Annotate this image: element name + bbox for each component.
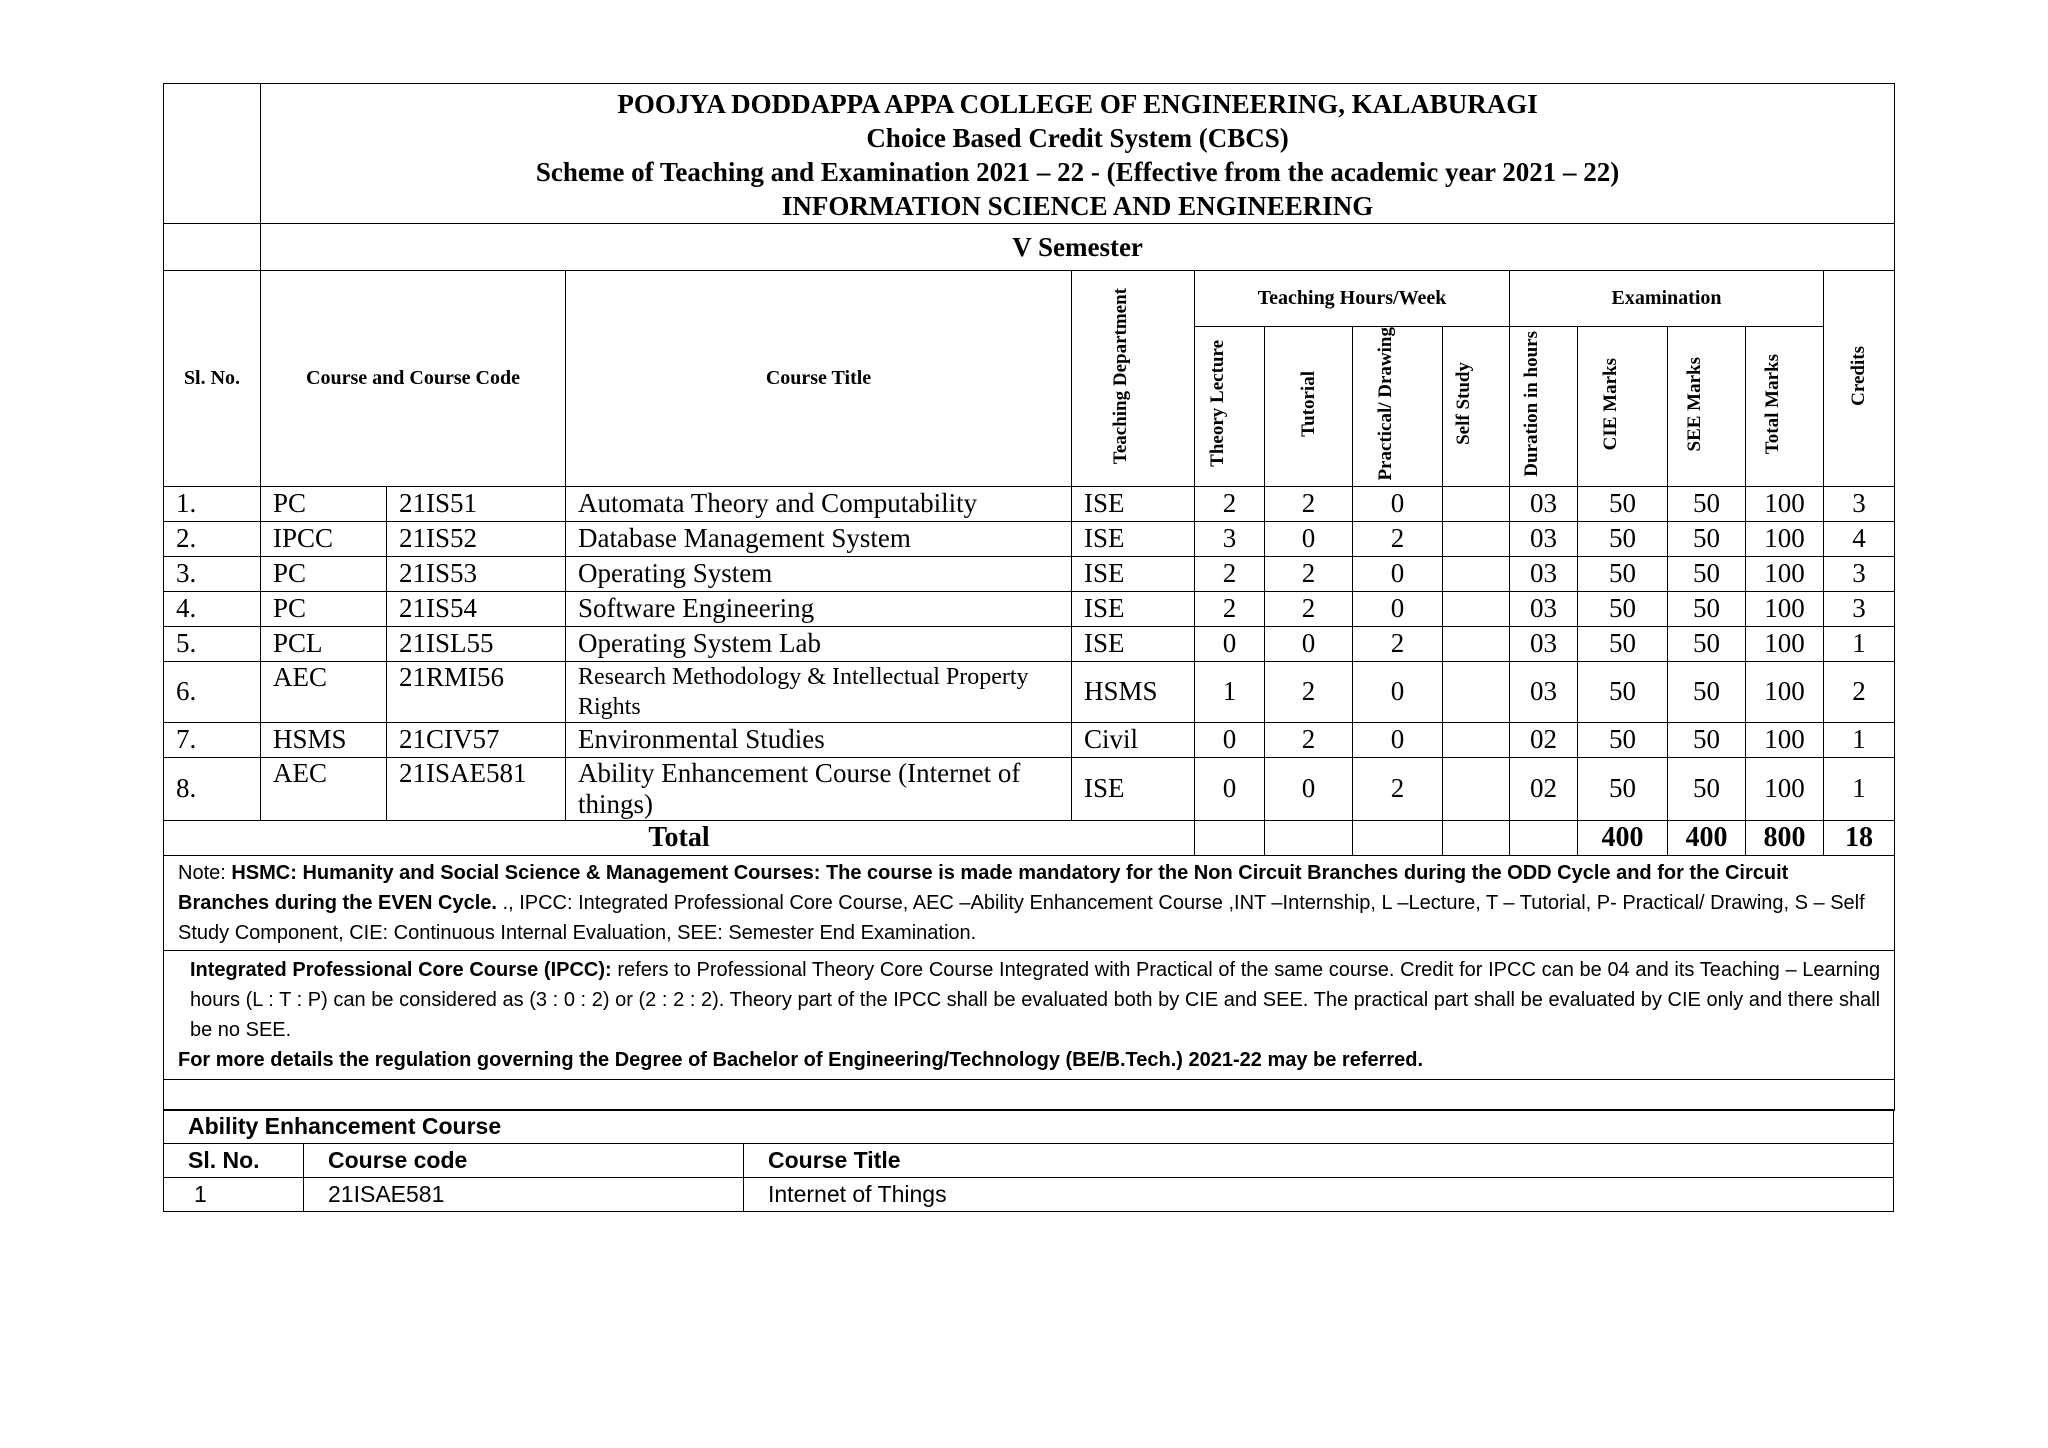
row-cie: 50 xyxy=(1578,556,1668,591)
row-sl: 4. xyxy=(164,591,261,626)
row-cie: 50 xyxy=(1578,626,1668,661)
row-tutorial: 2 xyxy=(1265,591,1353,626)
col-self-study: Self Study xyxy=(1453,362,1474,446)
row-tutorial: 2 xyxy=(1265,556,1353,591)
col-theory: Theory Lecture xyxy=(1206,340,1228,468)
row-tutorial: 2 xyxy=(1265,486,1353,521)
row-title: Software Engineering xyxy=(566,591,1072,626)
row-self-study xyxy=(1443,591,1510,626)
row-duration: 03 xyxy=(1510,626,1578,661)
row-see: 50 xyxy=(1668,521,1746,556)
aec-col-sl: Sl. No. xyxy=(164,1143,304,1177)
total-blank xyxy=(1443,820,1510,855)
row-sl: 8. xyxy=(164,757,261,820)
row-sl: 1. xyxy=(164,486,261,521)
col-tutorial: Tutorial xyxy=(1297,370,1319,437)
row-tutorial: 0 xyxy=(1265,626,1353,661)
spacer-row xyxy=(164,1079,1895,1110)
row-cie: 50 xyxy=(1578,722,1668,757)
row-title: Operating System Lab xyxy=(566,626,1072,661)
row-see: 50 xyxy=(1668,486,1746,521)
total-blank xyxy=(1353,820,1443,855)
row-self-study xyxy=(1443,486,1510,521)
row-see: 50 xyxy=(1668,757,1746,820)
row-dept: ISE xyxy=(1072,626,1195,661)
row-dept: HSMS xyxy=(1072,661,1195,722)
aec-row-title: Internet of Things xyxy=(744,1177,1894,1211)
table-row xyxy=(164,1177,1894,1211)
row-practical: 0 xyxy=(1353,722,1443,757)
col-teaching-dept-cell xyxy=(1072,271,1195,487)
total-credits: 18 xyxy=(1824,820,1895,855)
college-name: POOJYA DODDAPPA APPA COLLEGE OF ENGINEERING, KALABURAGI xyxy=(617,89,1538,119)
row-practical: 0 xyxy=(1353,556,1443,591)
row-code: 21IS51 xyxy=(387,486,566,521)
row-self-study xyxy=(1443,722,1510,757)
row-type: IPCC xyxy=(261,521,387,556)
row-sl: 2. xyxy=(164,521,261,556)
row-credits: 1 xyxy=(1824,757,1895,820)
semester-blank xyxy=(164,224,261,271)
row-code: 21ISL55 xyxy=(387,626,566,661)
row-title: Automata Theory and Computability xyxy=(566,486,1072,521)
row-dept: ISE xyxy=(1072,591,1195,626)
col-see: SEE Marks xyxy=(1683,356,1705,452)
row-practical: 0 xyxy=(1353,486,1443,521)
row-total: 100 xyxy=(1746,521,1824,556)
total-cie: 400 xyxy=(1578,820,1668,855)
row-type: AEC xyxy=(261,757,387,820)
row-lecture: 0 xyxy=(1195,626,1265,661)
table-row xyxy=(164,556,1895,591)
col-duration: Duration in hours xyxy=(1520,330,1542,477)
row-duration: 02 xyxy=(1510,722,1578,757)
row-credits: 2 xyxy=(1824,661,1895,722)
document-header xyxy=(261,84,1895,224)
ipcc-note xyxy=(164,950,1895,1079)
row-code: 21IS52 xyxy=(387,521,566,556)
row-cie: 50 xyxy=(1578,521,1668,556)
row-cie: 50 xyxy=(1578,591,1668,626)
note-hsmc: HSMC: Humanity and Social Science & Management Courses: The course is made mandatory for the Non Circuit Branches during the ODD Cycle and for the Circuit Branches during the EVEN Cycle. xyxy=(178,861,1789,914)
col-practical: Practical/ Drawing xyxy=(1374,327,1396,481)
row-total: 100 xyxy=(1746,591,1824,626)
row-self-study xyxy=(1443,661,1510,722)
total-blank xyxy=(1195,820,1265,855)
col-teaching-hours: Teaching Hours/Week xyxy=(1195,271,1510,327)
row-tutorial: 0 xyxy=(1265,521,1353,556)
row-duration: 02 xyxy=(1510,757,1578,820)
row-see: 50 xyxy=(1668,591,1746,626)
row-dept: ISE xyxy=(1072,486,1195,521)
aec-row-code: 21ISAE581 xyxy=(304,1177,744,1211)
row-lecture: 3 xyxy=(1195,521,1265,556)
row-cie: 50 xyxy=(1578,757,1668,820)
row-sl: 5. xyxy=(164,626,261,661)
row-self-study xyxy=(1443,757,1510,820)
row-see: 50 xyxy=(1668,722,1746,757)
row-duration: 03 xyxy=(1510,591,1578,626)
row-practical: 2 xyxy=(1353,626,1443,661)
row-title: Ability Enhancement Course (Internet of things) xyxy=(566,757,1072,820)
table-row xyxy=(164,521,1895,556)
row-cie: 50 xyxy=(1578,661,1668,722)
row-see: 50 xyxy=(1668,661,1746,722)
col-cie-cell xyxy=(1578,327,1668,487)
note-abbreviations: ., IPCC: Integrated Professional Core Course, AEC –Ability Enhancement Course ,INT –Internship, L –Lecture, T – Tutorial, P- Practical/ Drawing, S – Self Study Component, CIE: Continuous Internal Evaluation, SEE: Semester End Examination. xyxy=(178,891,1865,944)
row-type: HSMS xyxy=(261,722,387,757)
row-duration: 03 xyxy=(1510,556,1578,591)
row-tutorial: 0 xyxy=(1265,757,1353,820)
row-dept: ISE xyxy=(1072,757,1195,820)
table-row xyxy=(164,661,1895,722)
total-label: Total xyxy=(164,820,1195,855)
row-sl: 7. xyxy=(164,722,261,757)
col-total: Total Marks xyxy=(1761,353,1783,454)
row-see: 50 xyxy=(1668,556,1746,591)
aec-col-code: Course code xyxy=(304,1143,744,1177)
row-code: 21ISAE581 xyxy=(387,757,566,820)
col-duration-cell xyxy=(1510,327,1578,487)
ipcc-title: Integrated Professional Core Course (IPCC): xyxy=(190,958,612,981)
col-course-title: Course Title xyxy=(566,271,1072,487)
col-sl-no: Sl. No. xyxy=(164,271,261,487)
abbreviation-note xyxy=(164,855,1895,950)
row-duration: 03 xyxy=(1510,661,1578,722)
total-see: 400 xyxy=(1668,820,1746,855)
row-credits: 1 xyxy=(1824,626,1895,661)
aec-col-title: Course Title xyxy=(744,1143,1894,1177)
col-credits: Credits xyxy=(1848,345,1870,406)
row-cie: 50 xyxy=(1578,486,1668,521)
row-total: 100 xyxy=(1746,626,1824,661)
row-code: 21CIV57 xyxy=(387,722,566,757)
table-row xyxy=(164,722,1895,757)
scheme-title: Scheme of Teaching and Examination 2021 – 22 - (Effective from the academic year 2021 – 22) xyxy=(535,157,1620,187)
row-total: 100 xyxy=(1746,757,1824,820)
row-sl: 6. xyxy=(164,661,261,722)
aec-row-sl: 1 xyxy=(164,1177,304,1211)
row-self-study xyxy=(1443,521,1510,556)
row-title: Research Methodology & Intellectual Property Rights xyxy=(566,661,1072,722)
row-title: Operating System xyxy=(566,556,1072,591)
row-practical: 2 xyxy=(1353,757,1443,820)
row-total: 100 xyxy=(1746,556,1824,591)
row-title: Environmental Studies xyxy=(566,722,1072,757)
row-credits: 3 xyxy=(1824,556,1895,591)
row-sl: 3. xyxy=(164,556,261,591)
row-practical: 2 xyxy=(1353,521,1443,556)
row-lecture: 2 xyxy=(1195,486,1265,521)
row-total: 100 xyxy=(1746,722,1824,757)
col-credits-cell xyxy=(1824,271,1895,487)
ipcc-text: refers to Professional Theory Core Course Integrated with Practical of the same course. Credit for IPCC can be 04 and its Teaching – Learning hours (L : T : P) can be considered as (3 : 0 : 2) or (2 : 2 : 2). Theory part of the IPCC shall be evaluated both by CIE and SEE. The practical part shall be evaluated by CIE only and there shall be no SEE. xyxy=(190,958,1881,1041)
row-credits: 1 xyxy=(1824,722,1895,757)
row-dept: ISE xyxy=(1072,556,1195,591)
table-row xyxy=(164,591,1895,626)
col-theory-cell xyxy=(1195,327,1265,487)
col-self-study-cell xyxy=(1443,327,1510,487)
system-name: Choice Based Credit System (CBCS) xyxy=(866,123,1289,153)
row-dept: Civil xyxy=(1072,722,1195,757)
row-type: AEC xyxy=(261,661,387,722)
row-total: 100 xyxy=(1746,486,1824,521)
row-credits: 3 xyxy=(1824,591,1895,626)
aec-heading: Ability Enhancement Course xyxy=(164,1109,1894,1143)
row-lecture: 0 xyxy=(1195,722,1265,757)
table-row xyxy=(164,626,1895,661)
row-type: PC xyxy=(261,486,387,521)
total-row xyxy=(164,820,1895,855)
row-type: PC xyxy=(261,556,387,591)
row-duration: 03 xyxy=(1510,521,1578,556)
row-practical: 0 xyxy=(1353,661,1443,722)
row-lecture: 1 xyxy=(1195,661,1265,722)
row-code: 21IS54 xyxy=(387,591,566,626)
row-self-study xyxy=(1443,556,1510,591)
semester-label: V Semester xyxy=(261,224,1895,271)
header-blank xyxy=(164,84,261,224)
row-code: 21IS53 xyxy=(387,556,566,591)
row-tutorial: 2 xyxy=(1265,661,1353,722)
row-type: PCL xyxy=(261,626,387,661)
row-tutorial: 2 xyxy=(1265,722,1353,757)
table-row xyxy=(164,486,1895,521)
col-total-cell xyxy=(1746,327,1824,487)
row-lecture: 2 xyxy=(1195,556,1265,591)
row-code: 21RMI56 xyxy=(387,661,566,722)
total-blank xyxy=(1510,820,1578,855)
table-row xyxy=(164,757,1895,820)
col-see-cell xyxy=(1668,327,1746,487)
col-teaching-dept: Teaching Department xyxy=(1110,287,1131,464)
row-title: Database Management System xyxy=(566,521,1072,556)
note-prefix: Note: xyxy=(178,861,232,884)
row-duration: 03 xyxy=(1510,486,1578,521)
total-blank xyxy=(1265,820,1353,855)
row-credits: 4 xyxy=(1824,521,1895,556)
row-dept: ISE xyxy=(1072,521,1195,556)
aec-table xyxy=(163,1109,1894,1212)
col-tutorial-cell xyxy=(1265,327,1353,487)
row-see: 50 xyxy=(1668,626,1746,661)
row-credits: 3 xyxy=(1824,486,1895,521)
department-name: INFORMATION SCIENCE AND ENGINEERING xyxy=(781,191,1374,221)
col-cie: CIE Marks xyxy=(1599,357,1621,450)
row-practical: 0 xyxy=(1353,591,1443,626)
col-course-code: Course and Course Code xyxy=(261,271,566,487)
col-practical-cell xyxy=(1353,327,1443,487)
row-total: 100 xyxy=(1746,661,1824,722)
row-lecture: 0 xyxy=(1195,757,1265,820)
scheme-document xyxy=(163,83,1894,1212)
col-examination: Examination xyxy=(1510,271,1824,327)
total-marks: 800 xyxy=(1746,820,1824,855)
row-type: PC xyxy=(261,591,387,626)
row-lecture: 2 xyxy=(1195,591,1265,626)
regulation-note: For more details the regulation governing the Degree of Bachelor of Engineering/Technology (BE/B.Tech.) 2021-22 may be referred. xyxy=(178,1048,1424,1071)
row-self-study xyxy=(1443,626,1510,661)
scheme-table xyxy=(163,83,1895,1111)
